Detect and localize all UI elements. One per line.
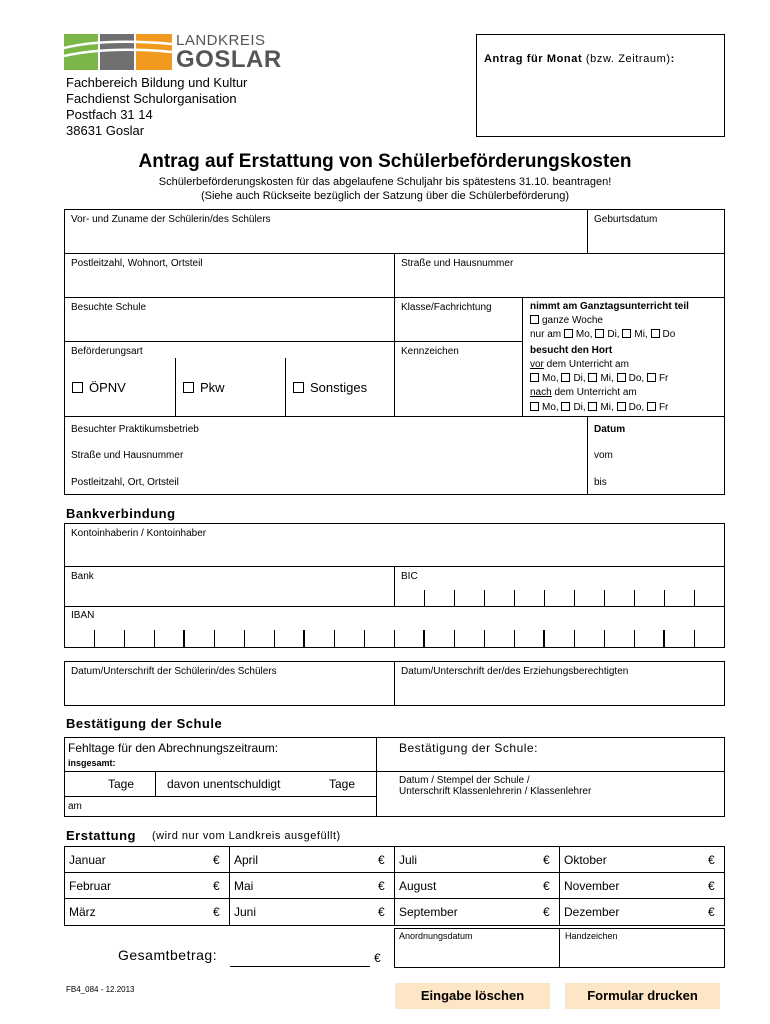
address-line: Postfach 31 14 — [66, 107, 153, 122]
address-line: Fachbereich Bildung und Kultur — [66, 75, 248, 90]
unentschuldigt-label: davon unentschuldigt — [167, 777, 281, 791]
hort-vor-do-checkbox[interactable] — [617, 373, 626, 382]
sender-address — [66, 75, 247, 139]
ganztag-week[interactable] — [530, 315, 603, 326]
pkw-checkbox[interactable] — [183, 382, 194, 393]
ganztag-days — [530, 329, 675, 340]
day-label: Fr — [658, 402, 669, 413]
logo-line2: GOSLAR — [176, 46, 282, 73]
day-label: Do — [662, 329, 676, 340]
month-amount-currency[interactable]: € — [543, 853, 550, 867]
ganztag-mo-checkbox[interactable] — [564, 329, 573, 338]
gesamt-label: Gesamtbetrag: — [118, 947, 218, 963]
antrag-month-label: Antrag für Monat — [484, 53, 583, 65]
sonstiges-checkbox[interactable] — [293, 382, 304, 393]
month-amount-currency[interactable]: € — [378, 905, 385, 919]
opnv-checkbox[interactable] — [72, 382, 83, 393]
month-amount-currency[interactable]: € — [213, 853, 220, 867]
dob-label: Geburtsdatum — [594, 214, 658, 225]
ganztag-title: nimmt am Ganztagsunterricht teil — [530, 301, 689, 312]
antrag-month-sub: (bzw. Zeitraum) — [585, 53, 671, 65]
school-confirm-label: Bestätigung der Schule: — [399, 741, 538, 755]
bic-label: BIC — [401, 571, 418, 582]
hort-vor-days — [530, 373, 668, 384]
ganztag-di-checkbox[interactable] — [595, 329, 604, 338]
hort-nach-mo-checkbox[interactable] — [530, 402, 539, 411]
day-label: Mi, — [634, 329, 648, 340]
ganztag-week-label: ganze Woche — [542, 315, 603, 326]
stempel-line2: Unterschrift Klassenlehrerin / Klassenlehrer — [399, 786, 592, 797]
ganztag-mi-checkbox[interactable] — [622, 329, 631, 338]
school-heading: Bestätigung der Schule — [66, 716, 223, 731]
month-label: Dezember — [564, 905, 620, 919]
month-amount-currency[interactable]: € — [708, 853, 715, 867]
class-label: Klasse/Fachrichtung — [401, 302, 492, 313]
month-amount-currency[interactable]: € — [708, 905, 715, 919]
form-code: FB4_084 - 12.2013 — [66, 985, 135, 994]
logo-graphic — [64, 34, 172, 70]
bank-heading: Bankverbindung — [66, 506, 176, 521]
hort-nach-di-checkbox[interactable] — [561, 402, 570, 411]
nuram-label: nur am — [530, 329, 562, 340]
month-label: April — [234, 853, 259, 867]
am-label: am — [68, 801, 82, 812]
month-amount-currency[interactable]: € — [543, 905, 550, 919]
day-label: Di, — [573, 402, 586, 413]
month-amount-currency[interactable]: € — [708, 879, 715, 893]
gesamt-input[interactable] — [230, 966, 370, 967]
day-label: Mo, — [542, 402, 559, 413]
praktikum-bis-label: bis — [594, 477, 607, 488]
month-label: Mai — [234, 879, 254, 893]
insgesamt-label: insgesamt: — [68, 758, 116, 768]
day-label: Mo, — [575, 329, 593, 340]
address-line: 38631 Goslar — [66, 123, 145, 138]
tage2-label: Tage — [329, 777, 356, 791]
day-label: Do, — [628, 402, 645, 413]
logo-line1: LANDKREIS — [176, 32, 266, 49]
transport-opnv[interactable] — [72, 380, 126, 395]
bank-label: Bank — [71, 571, 94, 582]
day-label: Fr — [658, 373, 669, 384]
month-amount-currency[interactable]: € — [378, 879, 385, 893]
form-subtitle-note: (Siehe auch Rückseite bezüglich der Satzung über die Schülerbeförderung) — [200, 190, 570, 202]
month-label: Oktober — [564, 853, 607, 867]
tage-label: Tage — [108, 777, 135, 791]
month-label: November — [564, 879, 620, 893]
antrag-month-colon: : — [670, 53, 675, 65]
student-name-label: Vor- und Zuname der Schülerin/des Schülers — [71, 214, 271, 225]
print-form-button[interactable]: Formular drucken — [565, 983, 720, 1009]
address-line: Fachdienst Schulorganisation — [66, 91, 237, 106]
holder-label: Kontoinhaberin / Kontoinhaber — [71, 528, 207, 539]
hort-nach-days — [530, 402, 668, 413]
praktikum-street-label: Straße und Hausnummer — [71, 450, 184, 461]
month-label: September — [399, 905, 458, 919]
street-label: Straße und Hausnummer — [401, 258, 514, 269]
hort-nach-mi-checkbox[interactable] — [588, 402, 597, 411]
hort-nach — [530, 387, 637, 398]
plz-label: Postleitzahl, Wohnort, Ortsteil — [71, 258, 203, 269]
form-subtitle: Schülerbeförderungskosten für das abgelaufene Schuljahr bis spätestens 31.10. beantragen! — [158, 176, 612, 188]
day-label: Mi, — [600, 402, 614, 413]
form-title: Antrag auf Erstattung von Schülerbeförderungskosten — [138, 151, 632, 172]
ganztag-do-checkbox[interactable] — [651, 329, 660, 338]
day-label: Di, — [573, 373, 586, 384]
month-label: Juni — [234, 905, 257, 919]
student-signature-label: Datum/Unterschrift der Schülerin/des Schülers — [71, 666, 277, 677]
opnv-label: ÖPNV — [89, 380, 126, 395]
iban-input[interactable] — [64, 630, 725, 648]
month-amount-currency[interactable]: € — [213, 905, 220, 919]
praktikum-datum-label: Datum — [594, 424, 626, 435]
hort-vor-word: vor — [530, 359, 544, 370]
hort-nach-rest: dem Unterricht am — [551, 387, 637, 398]
transport-pkw[interactable] — [183, 380, 225, 395]
ganztag-week-checkbox[interactable] — [530, 315, 539, 324]
month-label: März — [69, 905, 96, 919]
day-label: Mi, — [600, 373, 614, 384]
hort-vor-rest: dem Unterricht am — [543, 359, 629, 370]
kennzeichen-label: Kennzeichen — [401, 346, 459, 357]
clear-input-button[interactable]: Eingabe löschen — [395, 983, 550, 1009]
month-amount-currency[interactable]: € — [378, 853, 385, 867]
praktikum-vom-label: vom — [594, 450, 613, 461]
pkw-label: Pkw — [200, 380, 225, 395]
landkreis-logo — [64, 32, 282, 73]
month-amount-currency[interactable]: € — [543, 879, 550, 893]
praktikum-betrieb-label: Besuchter Praktikumsbetrieb — [71, 424, 199, 435]
hort-vor — [530, 359, 629, 370]
sonstiges-label: Sonstiges — [310, 380, 368, 395]
month-label: Juli — [399, 853, 418, 867]
month-amount-currency[interactable]: € — [213, 879, 220, 893]
gesamt-currency: € — [374, 951, 381, 965]
anordnung-label: Anordnungsdatum — [399, 931, 473, 941]
stempel-line1: Datum / Stempel der Schule / — [399, 775, 530, 786]
hort-vor-di-checkbox[interactable] — [561, 373, 570, 382]
praktikum-plz-label: Postleitzahl, Ort, Ortsteil — [71, 477, 179, 488]
fehltage-label: Fehltage für den Abrechnungszeitraum: — [68, 741, 279, 755]
iban-label: IBAN — [71, 610, 95, 621]
school-label: Besuchte Schule — [71, 302, 147, 313]
month-label: Februar — [69, 879, 112, 893]
hort-vor-mo-checkbox[interactable] — [530, 373, 539, 382]
day-label: Mo, — [542, 373, 559, 384]
bic-input[interactable] — [395, 590, 725, 606]
hort-vor-mi-checkbox[interactable] — [588, 373, 597, 382]
hort-nach-word: nach — [530, 387, 552, 398]
hort-nach-do-checkbox[interactable] — [617, 402, 626, 411]
day-label: Do, — [628, 373, 645, 384]
hort-nach-fr-checkbox[interactable] — [647, 402, 656, 411]
guardian-signature-label: Datum/Unterschrift der/des Erziehungsberechtigten — [401, 666, 629, 677]
erstattung-note: (wird nur vom Landkreis ausgefüllt) — [152, 830, 341, 842]
transport-label: Beförderungsart — [71, 346, 143, 357]
month-label: August — [399, 879, 437, 893]
hort-title: besucht den Hort — [530, 345, 613, 356]
erstattung-heading: Erstattung — [66, 828, 136, 843]
handzeichen-label: Handzeichen — [565, 931, 618, 941]
transport-sonstiges[interactable] — [293, 380, 367, 395]
antrag-month-field[interactable] — [476, 34, 725, 137]
month-label: Januar — [69, 853, 106, 867]
day-label: Di, — [607, 329, 620, 340]
hort-vor-fr-checkbox[interactable] — [647, 373, 656, 382]
